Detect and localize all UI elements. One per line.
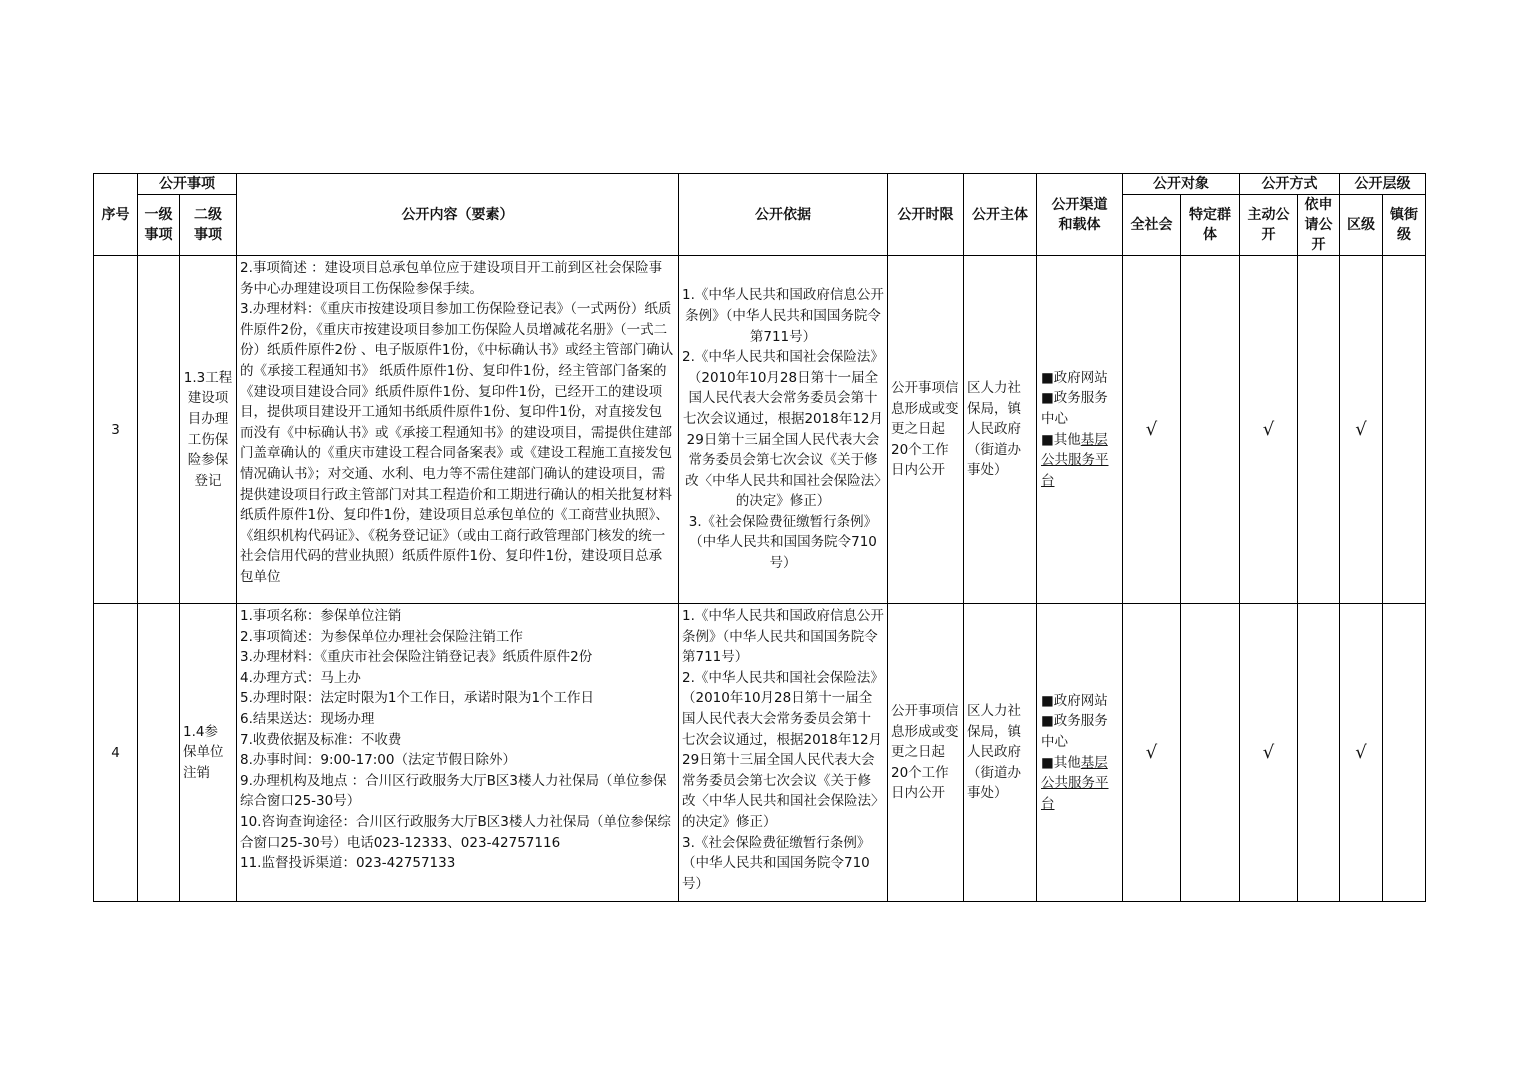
row-level1: [138, 604, 180, 902]
channel-other-link: 基层公共服务平台: [1041, 754, 1109, 812]
channel-government-website: ■政府网站: [1041, 692, 1108, 709]
header-level-group: 公开层级: [1340, 174, 1426, 195]
channel-other-prefix: ■其他: [1041, 754, 1081, 771]
channel-other-link: 基层公共服务平台: [1041, 431, 1109, 489]
row-channel: [1037, 256, 1123, 604]
row-level2: [180, 256, 237, 604]
row-level-town: [1383, 604, 1426, 902]
row-content-box: [237, 604, 678, 901]
row-method-request: [1298, 604, 1340, 902]
header-level-district: 区级: [1340, 195, 1383, 256]
header-items-group: 公开事项: [138, 174, 237, 195]
row-subject-text: 区人力社保局，镇人民政府（街道办事处）: [967, 380, 1021, 479]
header-subject: 公开主体: [964, 174, 1037, 256]
row-basis: [679, 604, 888, 902]
row-subject: [964, 256, 1037, 604]
row-time-text: 公开事项信息形成或变更之日起20个工作日内公开: [891, 380, 959, 479]
header-audience-all: 全社会: [1123, 195, 1181, 256]
channel-other: [1041, 430, 1118, 492]
header-audience-group: 公开对象: [1123, 174, 1240, 195]
row-level1: [138, 256, 180, 604]
row-level-district: √: [1340, 256, 1383, 604]
row-audience-specific: [1181, 604, 1240, 902]
header-level-town: 镇街 级: [1383, 195, 1426, 256]
row-basis: [679, 256, 888, 604]
row-method-active: √: [1240, 604, 1298, 902]
channel-service-center: ■政务服务中心: [1041, 390, 1108, 427]
header-method-group: 公开方式: [1240, 174, 1340, 195]
row-time-text: 公开事项信息形成或变更之日起20个工作日内公开: [891, 703, 959, 802]
row-channel: [1037, 604, 1123, 902]
disclosure-table: [93, 173, 1426, 902]
header-content: 公开内容（要素）: [237, 174, 679, 256]
row-audience-specific: [1181, 256, 1240, 604]
row-audience-all: √: [1123, 604, 1181, 902]
row-time: [888, 604, 964, 902]
header-seq: 序号: [94, 174, 138, 256]
row-seq: 3: [94, 256, 138, 604]
row-channel-list: [1037, 689, 1122, 817]
header-channel: 公开渠道 和载体: [1037, 174, 1123, 256]
row-seq: 4: [94, 604, 138, 902]
row-content: [237, 256, 679, 604]
row-content: [237, 604, 679, 902]
channel-service-center: ■政务服务中心: [1041, 713, 1108, 750]
channel-other: [1041, 753, 1118, 815]
header-audience-specific: 特定群 体: [1181, 195, 1240, 256]
row-channel-list: [1037, 366, 1122, 494]
row-level-district: √: [1340, 604, 1383, 902]
header-level1: 一级 事项: [138, 195, 180, 256]
row-subject-text: 区人力社保局，镇人民政府（街道办事处）: [967, 703, 1021, 802]
header-row-1: [94, 174, 1426, 195]
header-method-active: 主动公 开: [1240, 195, 1298, 256]
row-method-request: [1298, 256, 1340, 604]
row-audience-all: √: [1123, 256, 1181, 604]
row-method-active: √: [1240, 256, 1298, 604]
row-basis-text: 1.《中华人民共和国政府信息公开条例》（中华人民共和国国务院令第711号） 2.《中华人民共和国社会保险法》（2010年10月28日第十一届全国人民代表大会常务委员会第十七次会议通过，根据2018年12月29日第十三届全国人民代表大会常务委员会第七次会议《关于修改〈中华人民共和国社会保险法〉的决定》修正） 3.《社会保险费征缴暂行条例》（中华人民共和国国务院令710号）: [682, 608, 884, 892]
header-basis: 公开依据: [679, 174, 888, 256]
table-row: [94, 256, 1426, 604]
row-content-text: 1.事项名称：参保单位注销 2.事项简述：为参保单位办理社会保险注销工作 3.办理材料：《重庆市社会保险注销登记表》纸质件原件2份 4.办理方式：马上办 5.办理时限：法定时限为1个工作日，承诺时限为1个工作日 6.结果送达：现场办理 7.收费依据及标准：不收费 8.办事时间：9:00-17:00（法定节假日除外） 9.办理机构及地点 ：合川区行政服务大厅B区3楼人力社保局（单位参保综合窗口25-30号） 10.咨询查询途径：合川区行政服务大厅B区3楼人力社保局（单位参保综合窗口25-30号）电话023-12333、023-42757116 11.监督投诉渠道：023-42757133: [240, 608, 671, 872]
row-level-town: [1383, 256, 1426, 604]
channel-other-prefix: ■其他: [1041, 431, 1081, 448]
row-level2-text: 1.4参 保单位 注销: [183, 723, 224, 781]
row-level2-text: 1.3工程 建设项 目办理 工伤保 险参保 登记: [183, 369, 233, 489]
channel-government-website: ■政府网站: [1041, 369, 1108, 386]
row-time: [888, 256, 964, 604]
table-row: [94, 604, 1426, 902]
row-content-box: [237, 256, 678, 603]
header-method-request: 依申 请公 开: [1298, 195, 1340, 256]
row-level2: [180, 604, 237, 902]
header-time: 公开时限: [888, 174, 964, 256]
header-level2: 二级 事项: [180, 195, 237, 256]
row-basis-text: 1.《中华人民共和国政府信息公开条例》（中华人民共和国国务院令第711号） 2.《中华人民共和国社会保险法》（2010年10月28日第十一届全国人民代表大会常务委员会第十七次会议通过，根据2018年12月29日第十三届全国人民代表大会常务委员会第七次会议《关于修改〈中华人民共和国社会保险法〉的决定》修正） 3.《社会保险费征缴暂行条例》（中华人民共和国国务院令710号）: [682, 287, 884, 572]
row-content-text: 2.事项简述 ：建设项目总承包单位应于建设项目开工前到区社会保险事务中心办理建设项目工伤保险参保手续。 3.办理材料：《重庆市按建设项目参加工伤保险登记表》（一式两份）纸质件原件2份，《重庆市按建设项目参加工伤保险人员增减花名册》（一式二份）纸质件原件2份 、电子版原件1份，《中标确认书》或经主管部门确认的《承接工程通知书》 纸质件原件1份、复印件1份，经主管部门备案的《建设项目建设合同》纸质件原件1份、复印件1份，已经开工的建设项目，提供项目建设开工通知书纸质件原件1份、复印件1份，对直接发包而没有《中标确认书》或《承接工程通知书》的建设项目，需提供住建部门盖章确认的《重庆市建设工程合同备案表》或《建设工程施工直接发包情况确认书》；对交通、水利、电力等不需住建部门确认的建设项目，需提供建设项目行政主管部门对其工程造价和工期进行确认的相关批复材料纸质件原件1份、复印件1份，建设项目总承包单位的《工商营业执照》、《组织机构代码证》、《税务登记证》（或由工商行政管理部门核发的统一社会信用代码的营业执照）纸质件原件1份、复印件1份，建设项目总承包单位: [240, 260, 674, 585]
row-basis-box: [679, 604, 887, 901]
row-subject: [964, 604, 1037, 902]
